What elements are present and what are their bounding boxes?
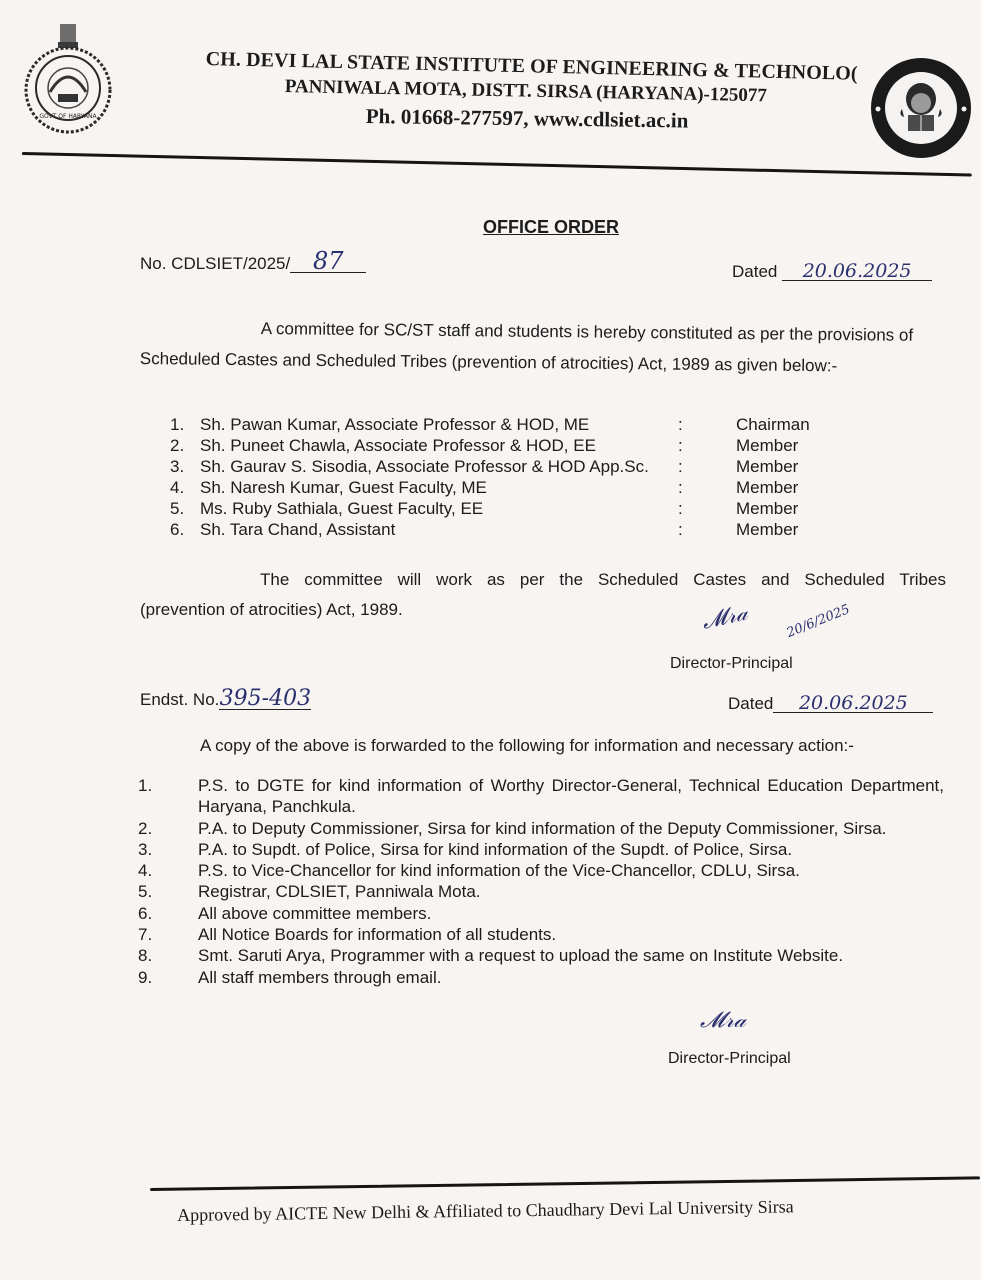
member-separator: : <box>678 415 683 434</box>
beti-bachao-logo <box>868 55 974 161</box>
endorsement-number <box>140 686 312 711</box>
recipient-number: 3. <box>138 839 153 859</box>
order-date-label: Dated <box>732 262 778 281</box>
recipient-text: All staff members through email. <box>198 967 442 987</box>
member-separator: : <box>678 478 683 497</box>
intro-paragraph-line-2: Scheduled Castes and Scheduled Tribes (prevention of atrocities) Act, 1989 as given below:- <box>139 348 838 376</box>
recipient-text: P.A. to Supdt. of Police, Sirsa for kind information of the Supdt. of Police, Sirsa. <box>198 839 793 859</box>
recipient-number: 5. <box>138 882 153 902</box>
director-signature-endorsement: 𝓜𝓇𝒶 <box>700 1008 746 1033</box>
member-separator: : <box>678 499 683 518</box>
endorsement-date-label: Dated <box>728 694 774 713</box>
member-role: Member <box>736 457 799 476</box>
member-role: Member <box>736 520 799 539</box>
recipient-row <box>138 924 944 945</box>
member-number: 2. <box>170 436 185 455</box>
endorsement-number-label: Endst. No. <box>140 690 220 709</box>
recipient-text: P.A. to Deputy Commissioner, Sirsa for kind information of the Deputy Commissioner, Sirsa. <box>198 818 887 838</box>
footer-divider <box>150 1176 980 1191</box>
member-number: 5. <box>170 499 185 518</box>
recipient-text: Registrar, CDLSIET, Panniwala Mota. <box>198 882 481 902</box>
endorsement-number-value: 395-403 <box>219 686 312 711</box>
recipient-row <box>138 818 944 839</box>
order-number-label: No. CDLSIET/2025/ <box>140 254 291 273</box>
institute-contact: Ph. 01668-277597, www.cdlsiet.ac.in <box>365 104 689 133</box>
endorsement-signatory-title: Director-Principal <box>668 1050 791 1067</box>
recipient-row <box>138 945 944 966</box>
forward-intro: A copy of the above is forwarded to the following for information and necessary action:- <box>200 736 854 755</box>
recipient-row <box>138 903 944 924</box>
member-number: 3. <box>170 457 185 476</box>
member-row <box>170 415 810 436</box>
member-name: Sh. Naresh Kumar, Guest Faculty, ME <box>200 478 487 497</box>
haryana-emblem-logo <box>18 22 118 137</box>
recipient-number: 7. <box>138 925 153 945</box>
intro-paragraph-line-1: A committee for SC/ST staff and students is hereby constituted as per the provisions of <box>260 318 914 345</box>
recipient-number: 6. <box>138 903 153 923</box>
recipients-list <box>138 775 944 988</box>
member-number: 6. <box>170 520 185 539</box>
endorsement-date <box>728 694 933 714</box>
member-row <box>170 520 810 541</box>
recipient-number: 9. <box>138 967 153 987</box>
endorsement-date-value: 20.06.2025 <box>773 694 933 713</box>
director-signature: 𝓜𝓇𝒶 <box>699 600 751 635</box>
member-role: Member <box>736 436 799 455</box>
member-name: Sh. Puneet Chawla, Associate Professor & HOD, EE <box>200 436 596 455</box>
recipient-text: All above committee members. <box>198 903 432 923</box>
recipient-row <box>138 967 944 988</box>
member-row <box>170 499 810 520</box>
recipient-row <box>138 881 944 902</box>
page-title: OFFICE ORDER <box>483 217 620 237</box>
institute-name: CH. DEVI LAL STATE INSTITUTE OF ENGINEERING & TECHNOLO( <box>205 48 858 85</box>
header-divider <box>22 152 972 177</box>
member-row <box>170 478 810 499</box>
recipient-text: P.S. to Vice-Chancellor for kind information of the Vice-Chancellor, CDLU, Sirsa. <box>198 861 800 881</box>
recipient-number: 1. <box>138 776 153 795</box>
member-separator: : <box>678 520 683 539</box>
signature-date: 20/6/2025 <box>784 602 853 641</box>
member-number: 4. <box>170 478 185 497</box>
order-number <box>140 247 366 275</box>
recipient-number: 4. <box>138 861 153 881</box>
recipient-text: P.S. to DGTE for kind information of Worthy Director-General, Technical Education Department, Haryana, Panchkula. <box>198 776 944 817</box>
recipient-row <box>138 839 944 860</box>
order-date <box>732 262 932 282</box>
institute-address: PANNIWALA MOTA, DISTT. SIRSA (HARYANA)-125077 <box>284 76 768 107</box>
recipient-text: Smt. Saruti Arya, Programmer with a request to upload the same on Institute Website. <box>198 946 844 966</box>
member-role: Chairman <box>736 415 810 434</box>
member-name: Sh. Tara Chand, Assistant <box>200 520 396 539</box>
order-number-value: 87 <box>290 250 366 273</box>
recipient-text: All Notice Boards for information of all students. <box>198 925 557 945</box>
member-row <box>170 436 810 457</box>
member-name: Sh. Pawan Kumar, Associate Professor & HOD, ME <box>200 415 590 434</box>
member-number: 1. <box>170 415 185 434</box>
order-date-value: 20.06.2025 <box>782 262 932 281</box>
member-separator: : <box>678 457 683 476</box>
recipient-number: 2. <box>138 818 153 838</box>
member-separator: : <box>678 436 683 455</box>
member-name: Ms. Ruby Sathiala, Guest Faculty, EE <box>200 499 484 518</box>
member-role: Member <box>736 499 799 518</box>
recipient-number: 8. <box>138 946 153 966</box>
emblem-text: GOVT OF HARYANA <box>39 113 97 120</box>
footer-text: Approved by AICTE New Delhi & Affiliated to Chaudhary Devi Lal University Sirsa <box>177 1196 794 1225</box>
member-row <box>170 457 810 478</box>
member-role: Member <box>736 478 799 497</box>
signatory-title: Director-Principal <box>670 655 793 672</box>
recipient-row <box>138 860 944 881</box>
work-paragraph-line-1: The committee will work as per the Scheduled Castes and Scheduled Tribes <box>260 570 946 589</box>
recipient-row <box>138 775 944 818</box>
committee-members-list <box>170 415 810 541</box>
member-name: Sh. Gaurav S. Sisodia, Associate Professor & HOD App.Sc. <box>200 457 649 476</box>
work-paragraph-line-2: (prevention of atrocities) Act, 1989. <box>140 600 403 619</box>
